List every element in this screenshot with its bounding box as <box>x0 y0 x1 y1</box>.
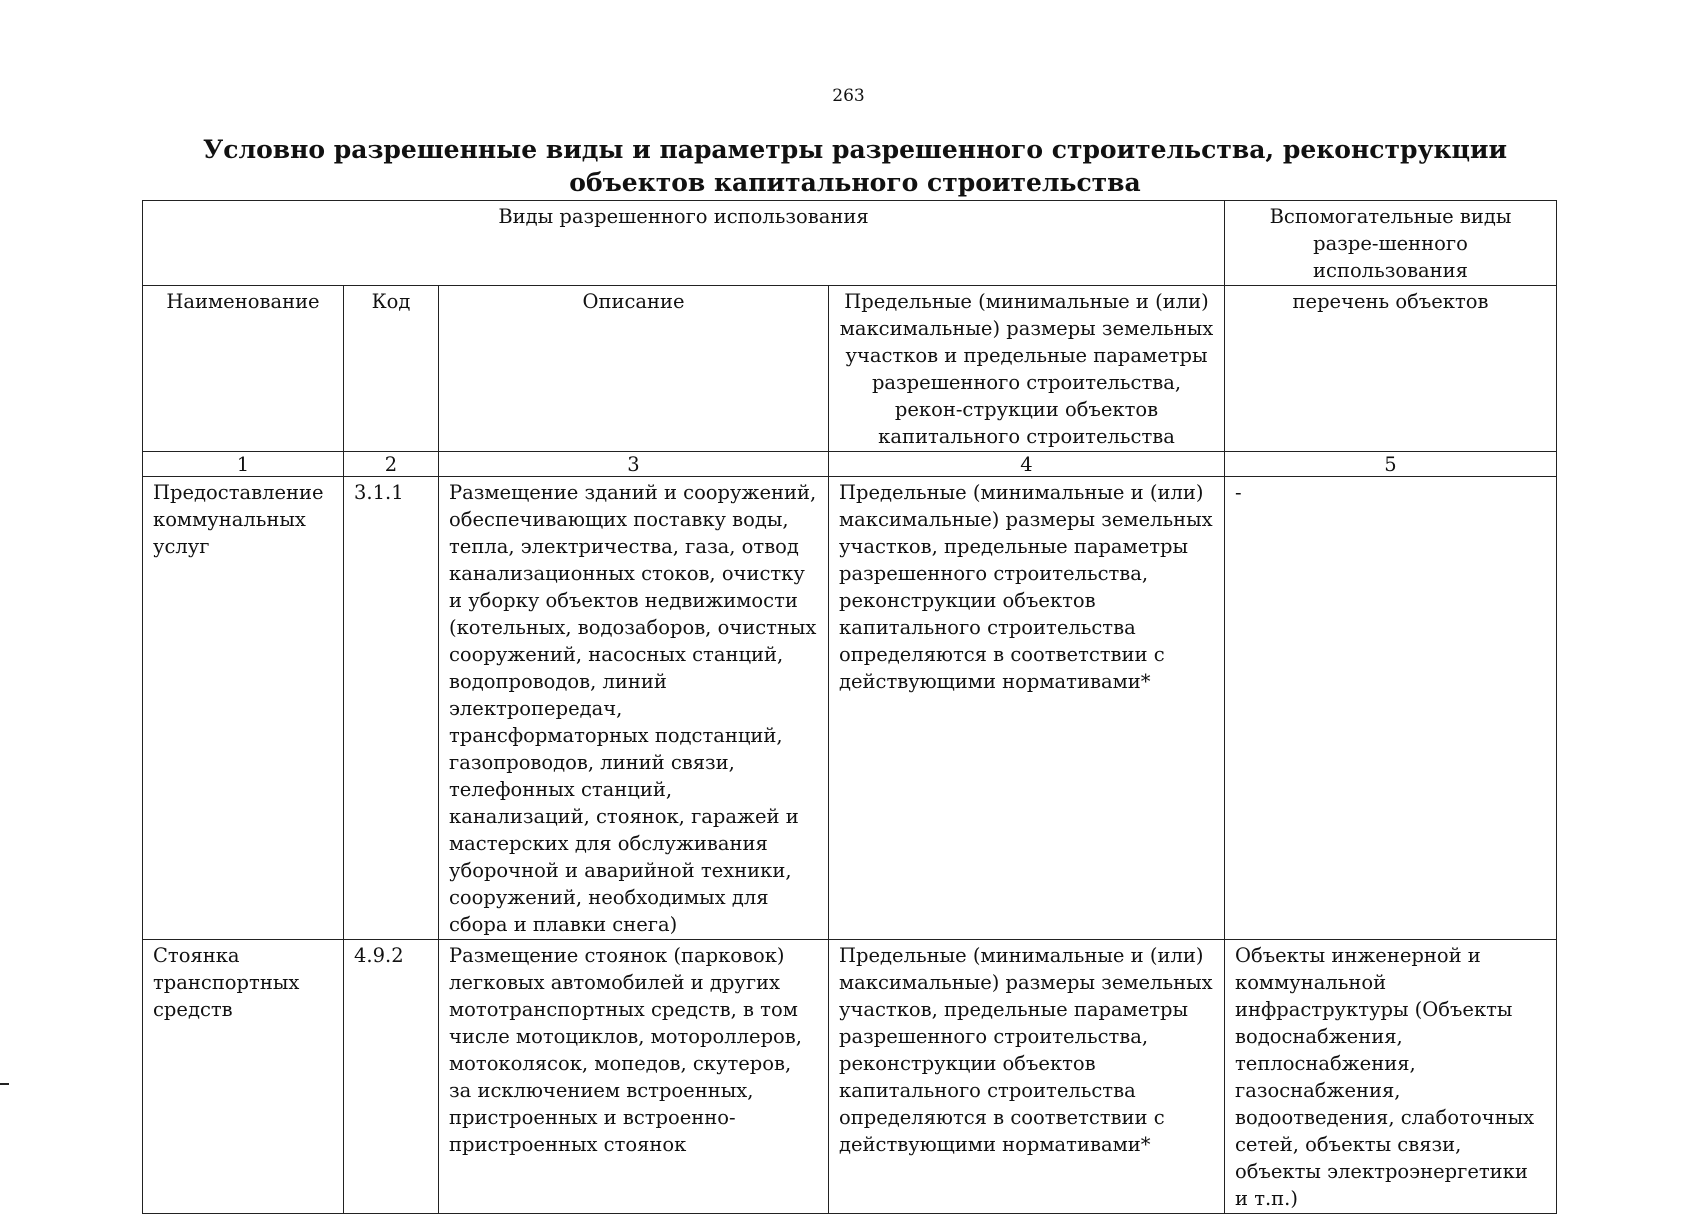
column-number-row <box>143 452 1557 477</box>
header-name: Наименование <box>143 286 344 452</box>
column-number: 5 <box>1225 452 1557 477</box>
column-number: 2 <box>344 452 439 477</box>
document-title: Условно разрешенные виды и параметры разрешенного строительства, реконструкции объектов капитального строительства <box>202 135 1508 197</box>
cell-limits: Предельные (минимальные и (или) максимальные) размеры земельных участков, предельные параметры разрешенного строительства, реконструкции объектов капитального строительства определяются в соответствии с действующими нормативами* <box>829 940 1225 1214</box>
header-description: Описание <box>439 286 829 452</box>
cell-aux: Объекты инженерной и коммунальной инфраструктуры (Объекты водоснабжения, теплоснабжения, газоснабжения, водоотведения, слаботочных сетей, объекты связи, объекты электроэнергетики и т.п.) <box>1225 940 1557 1214</box>
cell-code: 4.9.2 <box>344 940 439 1214</box>
table-header-row <box>143 286 1557 452</box>
table-group-header-row <box>143 201 1557 286</box>
cell-name: Предоставление коммунальных услуг <box>143 477 344 940</box>
column-number: 4 <box>829 452 1225 477</box>
table-row <box>143 477 1557 940</box>
margin-mark <box>0 1083 9 1085</box>
permitted-use-table <box>142 200 1557 1214</box>
page-number: 263 <box>832 86 865 106</box>
column-number: 1 <box>143 452 344 477</box>
header-limits: Предельные (минимальные и (или) максимальные) размеры земельных участков и предельные параметры разрешенного строительства, рекон-струкции объектов капитального строительства <box>829 286 1225 452</box>
cell-code: 3.1.1 <box>344 477 439 940</box>
group-header-aux: Вспомогательные виды разре-шенного использования <box>1225 201 1557 286</box>
group-header-main: Виды разрешенного использования <box>143 201 1225 286</box>
cell-name: Стоянка транспортных средств <box>143 940 344 1214</box>
header-code: Код <box>344 286 439 452</box>
header-aux-list: перечень объектов <box>1225 286 1557 452</box>
table-row <box>143 940 1557 1214</box>
cell-limits: Предельные (минимальные и (или) максимальные) размеры земельных участков, предельные параметры разрешенного строительства, реконструкции объектов капитального строительства определяются в соответствии с действующими нормативами* <box>829 477 1225 940</box>
cell-aux: - <box>1225 477 1557 940</box>
cell-description: Размещение стоянок (парковок) легковых автомобилей и других мототранспортных средств, в том числе мотоциклов, мотороллеров, мотоколясок, мопедов, скутеров, за исключением встроенных, пристроенных и встроенно-пристроенных стоянок <box>439 940 829 1214</box>
column-number: 3 <box>439 452 829 477</box>
cell-description: Размещение зданий и сооружений, обеспечивающих поставку воды, тепла, электричества, газа, отвод канализационных стоков, очистку и уборку объектов недвижимости (котельных, водозаборов, очистных сооружений, насосных станций, водопроводов, линий электропередач, трансформаторных подстанций, газопроводов, линий связи, телефонных станций, канализаций, стоянок, гаражей и мастерских для обслуживания уборочной и аварийной техники, сооружений, необходимых для сбора и плавки снега) <box>439 477 829 940</box>
